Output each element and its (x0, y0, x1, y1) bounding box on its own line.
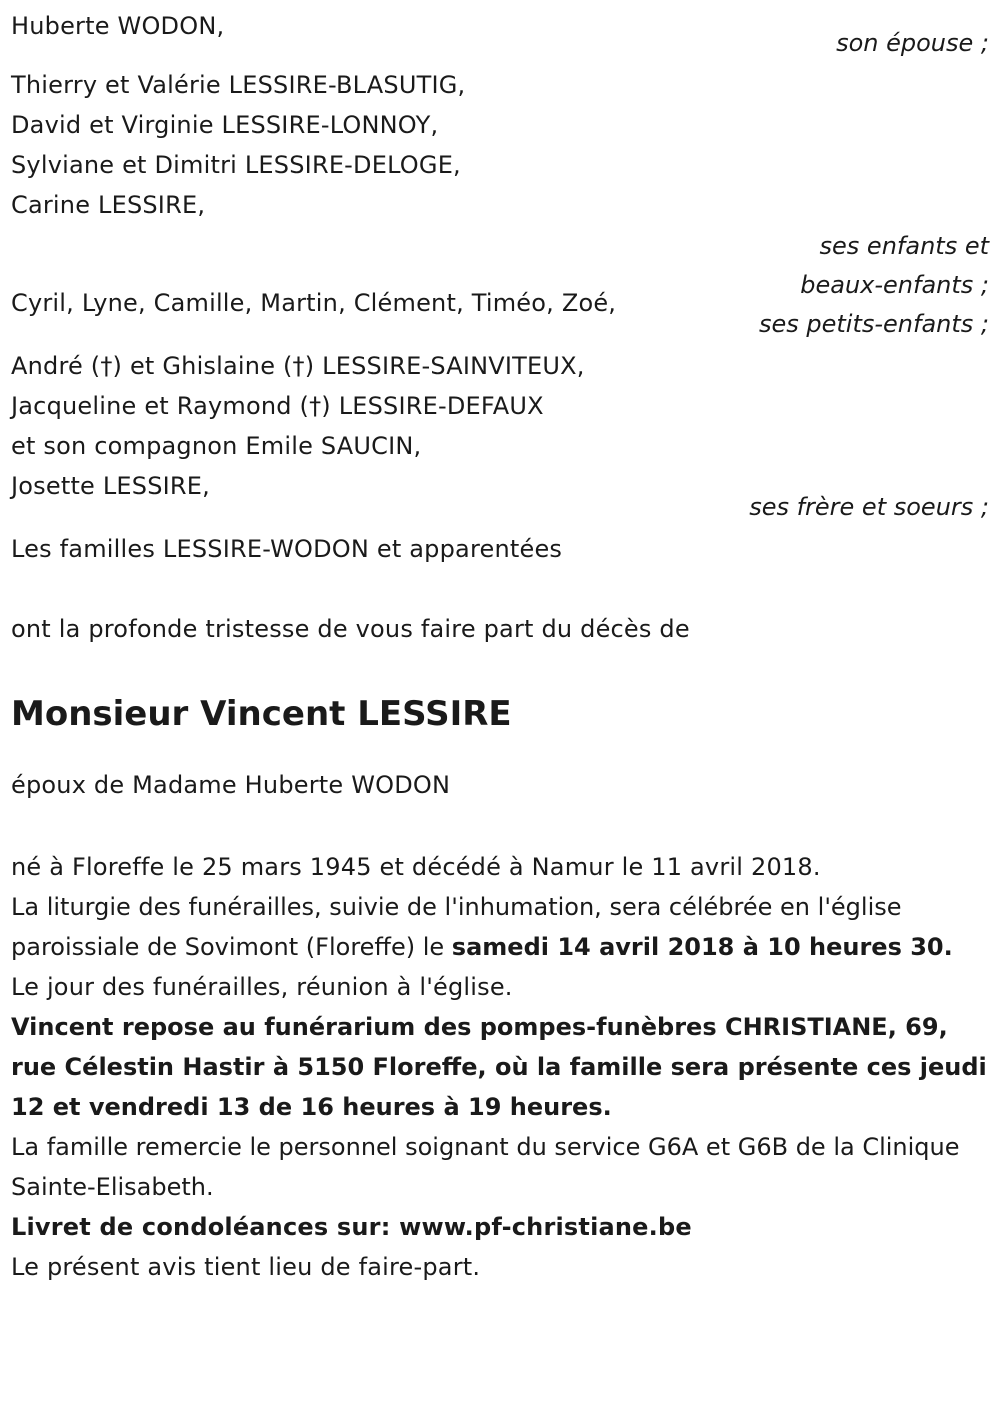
survivor-line: Carine LESSIRE, (11, 191, 206, 219)
deceased-name: Monsieur Vincent LESSIRE (11, 694, 512, 734)
survivor-role: ses enfants et (819, 232, 989, 260)
liturgy-datetime: samedi 14 avril 2018 à 10 heures 30. (451, 933, 953, 961)
spouse-line: époux de Madame Huberte WODON (11, 771, 451, 799)
survivor-line: Thierry et Valérie LESSIRE-BLASUTIG, (11, 71, 466, 99)
liturgy-text: La liturgie des funérailles, suivie de l'inhumation, sera célébrée en l'église paroissiale de Sovimont (Floreffe) le (11, 893, 902, 961)
survivor-line: Jacqueline et Raymond (†) LESSIRE-DEFAUX (11, 392, 544, 420)
survivor-line: David et Virginie LESSIRE-LONNOY, (11, 111, 439, 139)
survivor-line: Les familles LESSIRE-WODON et apparentées (11, 535, 563, 563)
funerarium: Vincent repose au funérarium des pompes-funèbres CHRISTIANE, 69, rue Célestin Hastir à 5150 Floreffe, où la famille sera présente ces jeudi 12 et vendredi 13 de 16 heures à 19 heures. (11, 1013, 987, 1121)
birth-death: né à Floreffe le 25 mars 1945 et décédé à Namur le 11 avril 2018. (11, 853, 821, 881)
notice: Le présent avis tient lieu de faire-part. (11, 1253, 481, 1281)
survivor-line: Sylviane et Dimitri LESSIRE-DELOGE, (11, 151, 461, 179)
survivor-line: André (†) et Ghislaine (†) LESSIRE-SAINVITEUX, (11, 352, 585, 380)
survivor-role: beaux-enfants ; (800, 271, 989, 299)
condolences: Livret de condoléances sur: www.pf-christiane.be (11, 1213, 692, 1241)
survivor-role: ses frère et soeurs ; (749, 493, 989, 521)
announcement: ont la profonde tristesse de vous faire part du décès de (11, 615, 690, 643)
reunion: Le jour des funérailles, réunion à l'église. (11, 973, 513, 1001)
survivor-line: Josette LESSIRE, (11, 472, 210, 500)
survivor-line: et son compagnon Emile SAUCIN, (11, 432, 422, 460)
liturgy (11, 887, 990, 967)
survivor-line: Cyril, Lyne, Camille, Martin, Clément, Timéo, Zoé, (11, 289, 617, 317)
survivor-line: Huberte WODON, (11, 12, 225, 40)
thanks: La famille remercie le personnel soignant du service G6A et G6B de la Clinique Sainte-Elisabeth. (11, 1133, 960, 1201)
survivor-role: son épouse ; (836, 29, 989, 57)
survivor-role: ses petits-enfants ; (758, 310, 989, 338)
